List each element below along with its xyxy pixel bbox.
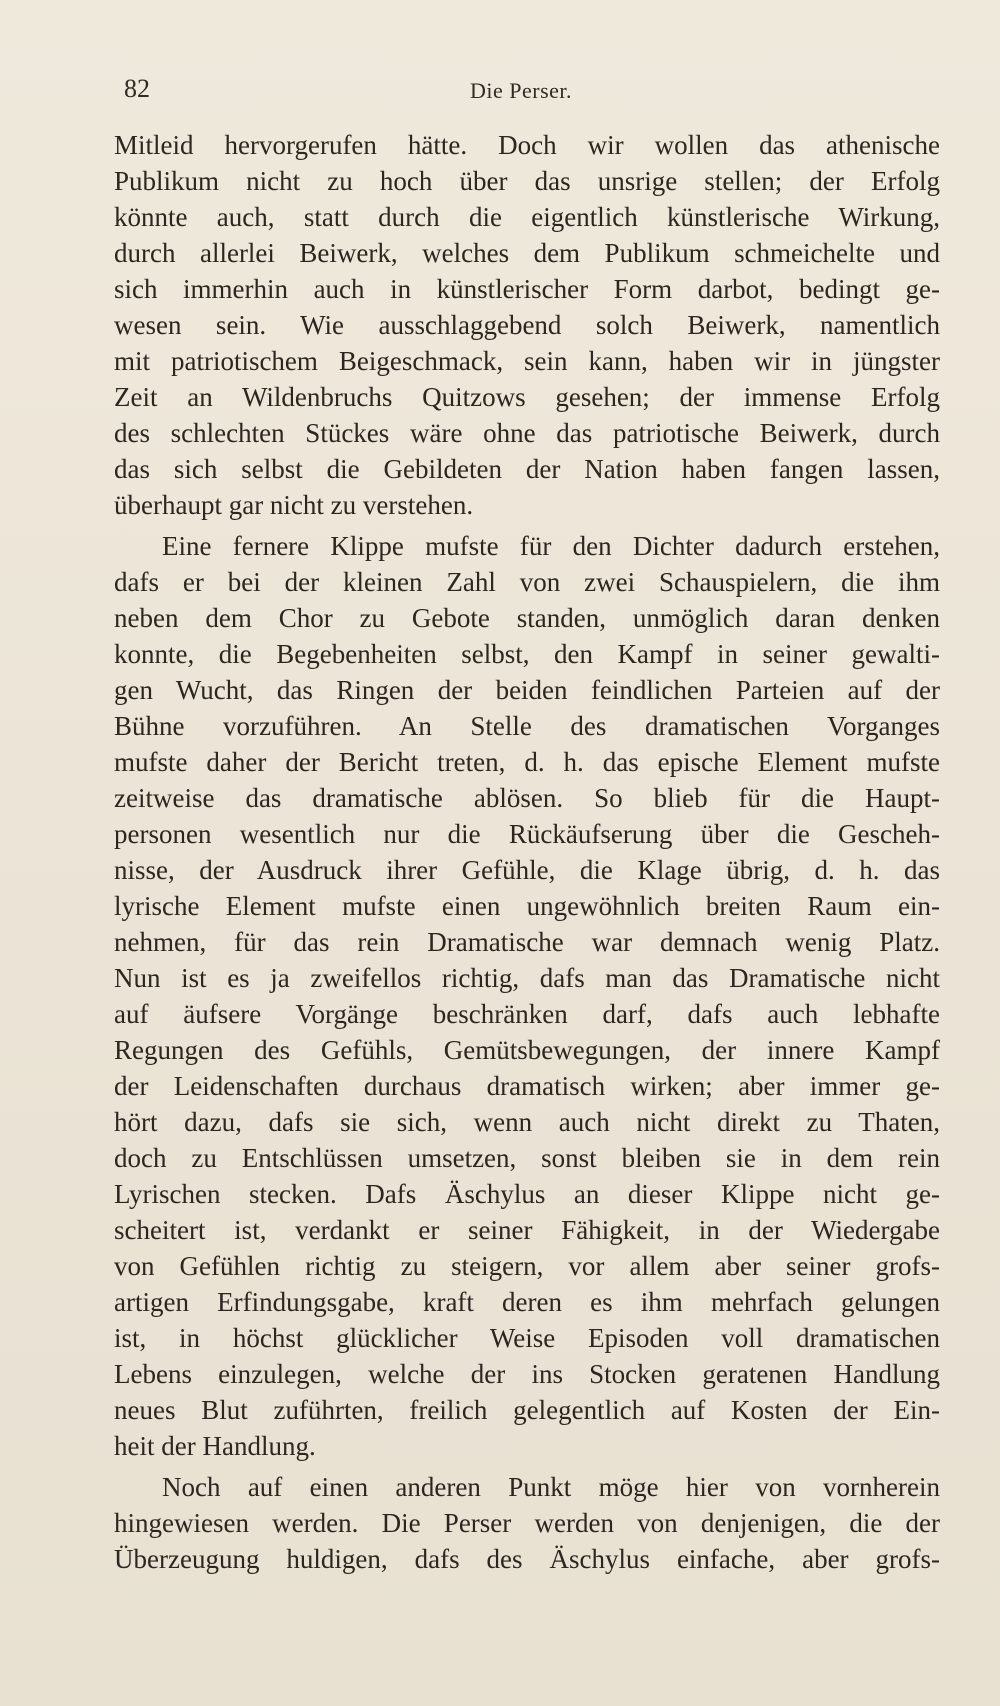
text-line: hingewiesen werden. Die Perser werden von denjenigen, die der — [114, 1508, 940, 1538]
text-line: Lebens einzulegen, welche der ins Stocken geratenen Handlung — [114, 1359, 940, 1389]
text-line: personen wesentlich nur die Rückäufserung über die Gescheh- — [114, 819, 940, 849]
text-line: ist, in höchst glücklicher Weise Episoden voll dramatischen — [114, 1323, 940, 1353]
paragraph — [114, 127, 940, 523]
text-line: artigen Erfindungsgabe, kraft deren es ihm mehrfach gelungen — [114, 1287, 940, 1317]
text-line: überhaupt gar nicht zu verstehen. — [114, 490, 474, 520]
text-line: nisse, der Ausdruck ihrer Gefühle, die Klage übrig, d. h. das — [114, 855, 940, 885]
body-text — [114, 127, 940, 1577]
text-line: Publikum nicht zu hoch über das unsrige stellen; der Erfolg — [114, 166, 940, 196]
text-line: Regungen des Gefühls, Gemütsbewegungen, der innere Kampf — [114, 1035, 940, 1065]
text-line: von Gefühlen richtig zu steigern, vor allem aber seiner grofs- — [114, 1251, 940, 1281]
text-line: Zeit an Wildenbruchs Quitzows gesehen; der immense Erfolg — [114, 382, 940, 412]
text-line: gen Wucht, das Ringen der beiden feindlichen Parteien auf der — [114, 675, 940, 705]
text-line: durch allerlei Beiwerk, welches dem Publikum schmeichelte und — [114, 238, 940, 268]
text-line: zeitweise das dramatische ablösen. So blieb für die Haupt- — [114, 783, 940, 813]
text-line: hört dazu, dafs sie sich, wenn auch nicht direkt zu Thaten, — [114, 1107, 940, 1137]
text-line: das sich selbst die Gebildeten der Nation haben fangen lassen, — [114, 454, 940, 484]
text-line: Eine fernere Klippe mufste für den Dichter dadurch erstehen, — [162, 531, 940, 561]
text-line: neues Blut zuführten, freilich gelegentlich auf Kosten der Ein- — [114, 1395, 940, 1425]
text-line: dafs er bei der kleinen Zahl von zwei Schauspielern, die ihm — [114, 567, 940, 597]
running-head: Die Perser. — [470, 78, 573, 103]
text-line: Nun ist es ja zweifellos richtig, dafs man das Dramatische nicht — [114, 963, 940, 993]
page-header — [124, 74, 940, 114]
paragraph — [114, 528, 940, 1464]
text-line: könnte auch, statt durch die eigentlich künstlerische Wirkung, — [114, 202, 940, 232]
text-line: der Leidenschaften durchaus dramatisch wirken; aber immer ge- — [114, 1071, 940, 1101]
text-line: mufste daher der Bericht treten, d. h. das epische Element mufste — [114, 747, 940, 777]
text-line: Überzeugung huldigen, dafs des Äschylus einfache, aber grofs- — [114, 1544, 940, 1574]
text-line: lyrische Element mufste einen ungewöhnlich breiten Raum ein- — [114, 891, 940, 921]
text-line: auf äufsere Vorgänge beschränken darf, dafs auch lebhafte — [114, 999, 940, 1029]
text-line: scheitert ist, verdankt er seiner Fähigkeit, in der Wiedergabe — [114, 1215, 940, 1245]
text-line: mit patriotischem Beigeschmack, sein kann, haben wir in jüngster — [114, 346, 940, 376]
text-line: des schlechten Stückes wäre ohne das patriotische Beiwerk, durch — [114, 418, 940, 448]
text-line: Lyrischen stecken. Dafs Äschylus an dieser Klippe nicht ge- — [114, 1179, 940, 1209]
text-line: nehmen, für das rein Dramatische war demnach wenig Platz. — [114, 927, 940, 957]
text-line: Bühne vorzuführen. An Stelle des dramatischen Vorganges — [114, 711, 940, 741]
text-line: neben dem Chor zu Gebote standen, unmöglich daran denken — [114, 603, 940, 633]
text-line: wesen sein. Wie ausschlaggebend solch Beiwerk, namentlich — [114, 310, 940, 340]
paragraph — [114, 1469, 940, 1577]
text-line: Noch auf einen anderen Punkt möge hier von vornherein — [162, 1472, 940, 1502]
text-line: doch zu Entschlüssen umsetzen, sonst bleiben sie in dem rein — [114, 1143, 940, 1173]
text-line: konnte, die Begebenheiten selbst, den Kampf in seiner gewalti- — [114, 639, 940, 669]
page-number: 82 — [124, 74, 150, 103]
text-line: heit der Handlung. — [114, 1431, 316, 1461]
text-line: Mitleid hervorgerufen hätte. Doch wir wollen das athenische — [114, 130, 940, 160]
text-line: sich immerhin auch in künstlerischer Form darbot, bedingt ge- — [114, 274, 940, 304]
